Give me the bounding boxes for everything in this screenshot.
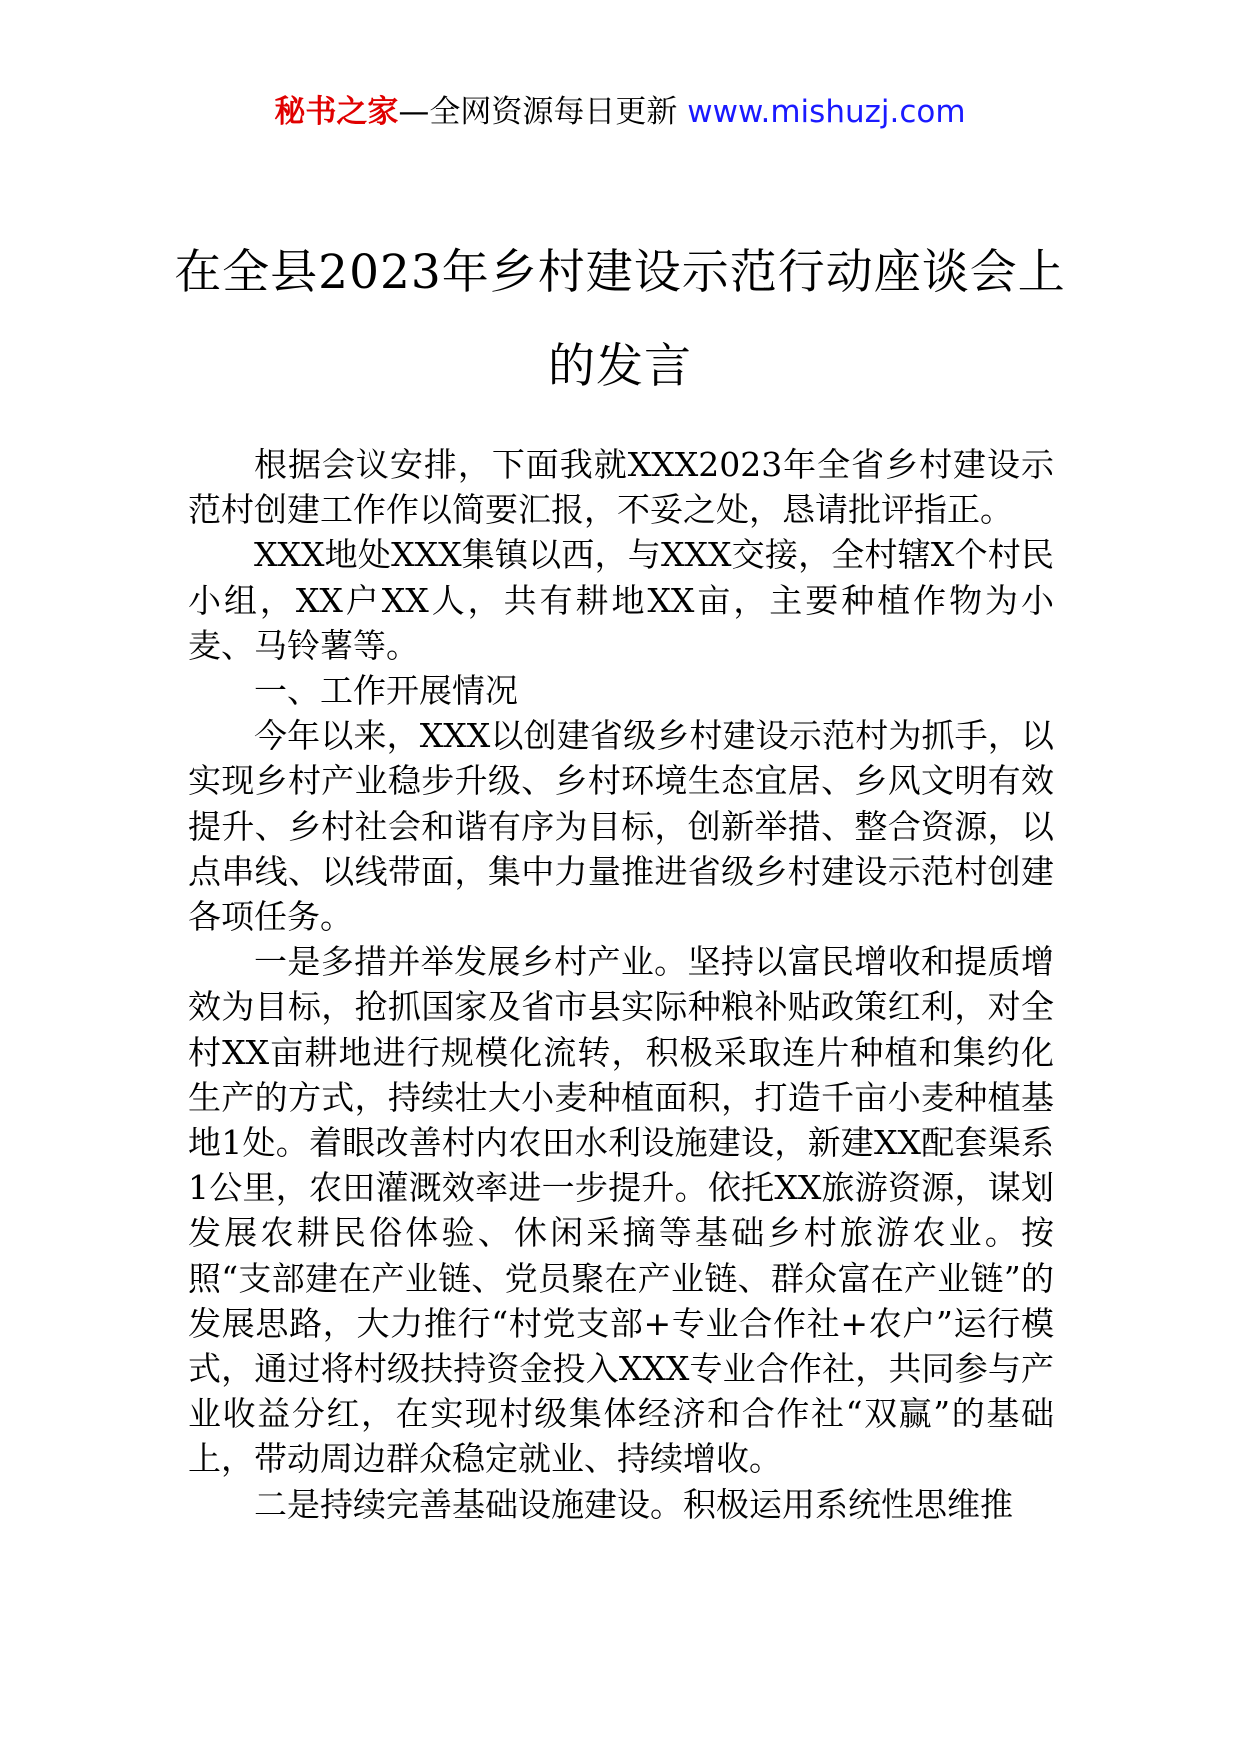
site-header [0,92,1240,132]
document-title [150,226,1090,414]
document-body [188,442,1054,1527]
paragraph-intro: 根据会议安排，下面我就XXX2023年全省乡村建设示范村创建工作作以简要汇报，不妥之处，恳请批评指正。 [188,445,1054,530]
paragraph-village-overview: XXX地处XXX集镇以西，与XXX交接，全村辖X个村民小组，XX户XX人，共有耕地XX亩，主要种植作物为小麦、马铃薯等。 [188,535,1054,665]
site-brand: 秘书之家 [274,94,399,130]
paragraph-work-summary: 今年以来，XXX以创建省级乡村建设示范村为抓手，以实现乡村产业稳步升级、乡村环境生态宜居、乡风文明有效提升、乡村社会和谐有序为目标，创新举措、整合资源，以点串线、以线带面，集中力量推进省级乡村建设示范村创建各项任务。 [188,716,1054,937]
title-line-2: 的发言 [548,339,692,394]
section-heading-work-progress: 一、工作开展情况 [254,671,518,711]
paragraph-industry-development: 一是多措并举发展乡村产业。坚持以富民增收和提质增效为目标，抢抓国家及省市县实际种粮补贴政策红利，对全村XX亩耕地进行规模化流转，积极采取连片种植和集约化生产的方式，持续壮大小麦种植面积，打造千亩小麦种植基地1处。着眼改善村内农田水利设施建设，新建XX配套渠系1公里，农田灌溉效率进一步提升。依托XX旅游资源，谋划发展农耕民俗体验、休闲采摘等基础乡村旅游农业。按照“支部建在产业链、党员聚在产业链、群众富在产业链”的发展思路，大力推行“村党支部+专业合作社+农户”运行模式，通过将村级扶持资金投入XXX专业合作社，共同参与产业收益分红，在实现村级集体经济和合作社“双赢”的基础上，带动周边群众稳定就业、持续增收。 [188,942,1054,1479]
paragraph-infrastructure: 二是持续完善基础设施建设。积极运用系统性思维推 [254,1484,1013,1524]
site-url-link[interactable]: www.mishuzj.com [687,94,966,130]
site-slogan: —全网资源每日更新 [398,94,688,130]
title-line-1: 在全县2023年乡村建设示范行动座谈会上 [174,245,1066,300]
